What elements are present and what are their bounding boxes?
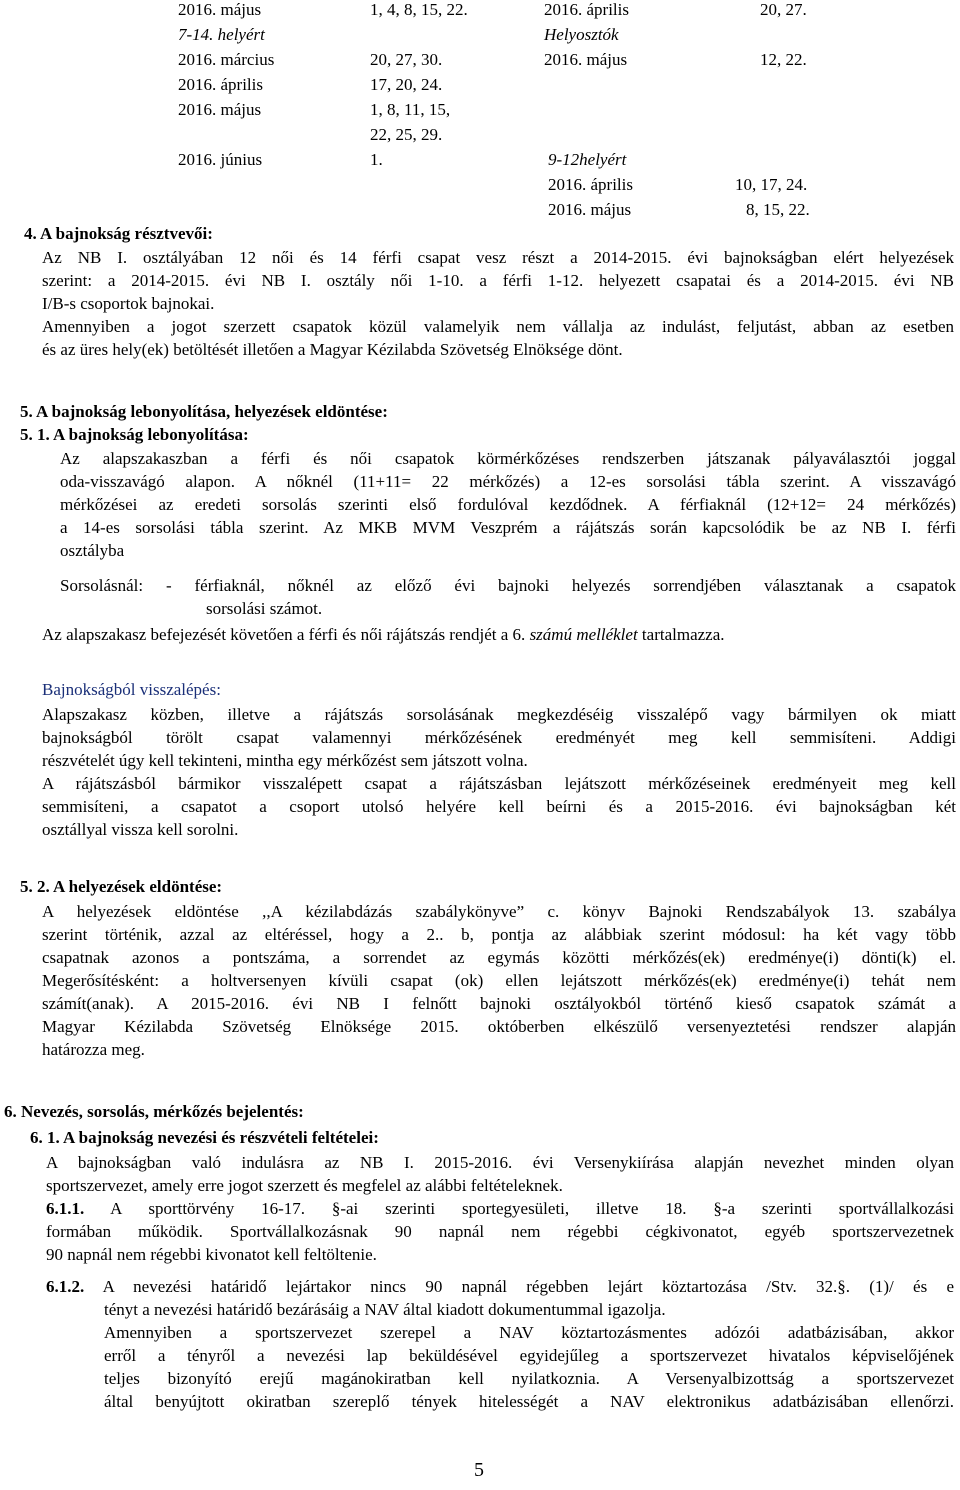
sched-left-date-1: 7-14. helyért xyxy=(178,25,265,44)
item-6-1-2-number: 6.1.2. xyxy=(46,1277,85,1296)
text-line: tényt a nevezési határidő bezárásáig a NAV által kiadott dokumentummal igazolja. xyxy=(104,1300,666,1319)
sched-right-date-4: 2016. április xyxy=(548,175,633,194)
text-line: osztályba xyxy=(60,541,125,560)
text-line: Amennyiben a jogot szerzett csapatok közül valamelyik nem vállalja az indulást, feljutást, abban az esetben xyxy=(42,317,954,336)
sched-left-date-4: 2016. május xyxy=(178,100,262,119)
section-5-2-body xyxy=(42,900,956,1061)
text-line: Amennyiben a sportszervezet szerepel a NAV köztartozásmentes adózói adatbázisában, akkor xyxy=(104,1323,954,1342)
section-5-1-heading: 5. 1. A bajnokság lebonyolítása: xyxy=(20,425,249,444)
text-line: a 14-es sorsolási tábla szerint. Az MKB MVM Veszprém a rájátszás során kapcsolódik be az NB I. férfi xyxy=(60,518,956,537)
item-6-1-2-text: A nevezési határidő lejártakor nincs 90 napnál régebben lejárt köztartozása /Stv. 32.§. (1)/ és e xyxy=(84,1277,954,1296)
text-line: határozza meg. xyxy=(42,1040,145,1059)
text-line: Az alapszakaszban a férfi és női csapatok körmérkőzéses rendszerben játszanak pályaválasztói joggal xyxy=(60,449,956,468)
item-6-1-1-number: 6.1.1. xyxy=(46,1199,85,1218)
alapszakasz-line xyxy=(42,625,725,645)
section-4-body xyxy=(42,246,954,361)
text-line xyxy=(46,1275,954,1298)
sched-left-days-3: 17, 20, 24. xyxy=(370,75,443,94)
text-line xyxy=(46,1197,954,1220)
section-6-heading: 6. Nevezés, sorsolás, mérkőzés bejelentés: xyxy=(4,1102,304,1121)
text-line: oda-visszavágó alapon. A nőknél (11+11= 22 mérkőzés) a 12-es sorsolási tábla szerint. A visszavágó xyxy=(60,472,956,491)
annex-reference: számú melléklet xyxy=(529,625,638,644)
text-line: Alapszakasz közben, illetve a rájátszás sorsolásának megkezdéséig visszalépő vagy bármilyen ok miatt xyxy=(42,705,956,724)
text-line: teljes bizonyító erejű magánokiratban kell nyilatkoznia. A Versenyalbizottság a sportszervezet xyxy=(104,1369,954,1388)
withdrawal-body xyxy=(42,703,956,841)
text-line: 90 napnál nem régebbi kivonatot kell feltöltenie. xyxy=(46,1245,377,1264)
item-6-1-1-text: A sporttörvény 16-17. §-ai szerinti sportegyesületi, illetve 18. §-a szerinti sportvállalkozási xyxy=(84,1199,954,1218)
text-line: I/B-s csoportok bajnokai. xyxy=(42,294,215,313)
sched-left-date-0: 2016. május xyxy=(178,0,262,19)
sched-right-days-2: 12, 22. xyxy=(760,50,807,69)
text-line: erről a tényről a nevezési lap beküldésével egyidejűleg a sportszervezet hivatalos képviselőjének xyxy=(104,1346,954,1365)
sched-left-days-4: 1, 8, 11, 15, xyxy=(370,100,451,119)
text-line: Magyar Kézilabda Szövetség Elnöksége 2015. októberben elkészülő versenyeztetési rendszer alapján xyxy=(42,1017,956,1036)
sched-left-days-6: 1. xyxy=(370,150,383,169)
sched-left-date-2: 2016. március xyxy=(178,50,275,69)
sched-right-days-0: 20, 27. xyxy=(760,0,807,19)
item-6-1-2-first xyxy=(46,1275,954,1298)
sched-right-date-0: 2016. április xyxy=(544,0,629,19)
section-5-2-heading: 5. 2. A helyezések eldöntése: xyxy=(20,877,223,896)
text-line: Megerősítésként: a holtversenyen kívüli csapat (ok) ellen lejátszott mérkőzés(ek) eredménye(i) tehát nem xyxy=(42,971,956,990)
sched-left-date-3: 2016. április xyxy=(178,75,263,94)
sched-left-days-2: 20, 27, 30. xyxy=(370,50,443,69)
withdrawal-heading: Bajnokságból visszalépés: xyxy=(42,680,221,699)
item-6-1-1 xyxy=(46,1197,954,1266)
section-5-heading: 5. A bajnokság lebonyolítása, helyezések eldöntése: xyxy=(20,402,388,421)
text-line: formában működik. Sportvállalkozásnak 90 napnál nem régebbi cégkivonatot, egyéb sportszervezetnek xyxy=(46,1222,954,1241)
text-line: által benyújtott okiratban szereplő tények hitelességét a NAV elektronikus adatbázisában ellenőrzi. xyxy=(104,1392,954,1411)
text-line: szerint történik, azzal az eltéréssel, hogy a 2.. b, pontja az alábbiak szerint módosul: ha két vagy több xyxy=(42,925,956,944)
text-line: osztállyal vissza kell sorolni. xyxy=(42,820,239,839)
section-5-1-body xyxy=(60,447,956,562)
sched-left-date-6: 2016. június xyxy=(178,150,263,169)
text-line: Az NB I. osztályában 12 női és 14 férfi csapat vesz részt a 2014-2015. évi bajnokságban elért helyezések xyxy=(42,248,954,267)
section-6-1-body xyxy=(46,1151,954,1197)
text-line: sportszervezet, amely erre jogot szerzett és megfelel az alábbi feltételeknek. xyxy=(46,1176,563,1195)
text-line: mérkőzései az eredeti sorsolás szerinti első fordulóval kezdődnek. A férfiaknál (12+12= 24 mérkőzés) xyxy=(60,495,956,514)
alapszakasz-text: Az alapszakasz befejezését követően a férfi és női rájátszás rendjét a 6. xyxy=(42,625,526,644)
text-line: számít(anak). A 2015-2016. évi NB I felnőtt bajnoki osztályokból történő kieső csapatok számát a xyxy=(42,994,956,1013)
text-line: semmisíteni, a csapatot a csoport utolsó helyére kell beírni és a 2015-2016. évi bajnokságban két xyxy=(42,797,956,816)
text-line: A helyezések eldöntése ,,A kézilabdázás szabálykönyve” c. könyv Bajnoki Rendszabályok 13. szabálya xyxy=(42,902,956,921)
text-line: bajnokságból törölt csapat valamennyi mérkőzésének eredményét meg kell semmisíteni. Addigi xyxy=(42,728,956,747)
sched-left-days-0: 1, 4, 8, 15, 22. xyxy=(370,0,468,19)
sorsolas-line-1: Sorsolásnál: - férfiaknál, nőknél az előző évi bajnoki helyezés sorrendjében választanak a csapatok xyxy=(60,576,956,595)
text-line: csapatnak azonos a pontszáma, a sorrendet az egymás közötti mérkőzés(ek) eredménye(i) dönti(k) el. xyxy=(42,948,956,967)
section-6-1-heading: 6. 1. A bajnokság nevezési és részvételi feltételei: xyxy=(30,1128,379,1147)
sched-right-date-3: 9-12helyért xyxy=(548,150,627,169)
text-line: A rájátszásból bármikor visszalépett csapat a rájátszásban lejátszott mérkőzéseinek eredményeit meg kell xyxy=(42,774,956,793)
text-line: és az üres hely(ek) betöltését illetően a Magyar Kézilabda Szövetség Elnöksége dönt. xyxy=(42,340,623,359)
section-4-heading: 4. A bajnokság résztvevői: xyxy=(24,224,213,243)
sched-right-date-1: Helyosztók xyxy=(544,25,619,44)
sorsolas-line-2: sorsolási számot. xyxy=(206,599,323,618)
alapszakasz-end: tartalmazza. xyxy=(641,625,725,644)
sched-right-days-4: 10, 17, 24. xyxy=(735,175,808,194)
sched-right-date-5: 2016. május xyxy=(548,200,632,219)
sched-right-date-2: 2016. május xyxy=(544,50,628,69)
text-line: szerint: a 2014-2015. évi NB I. osztály női 1-10. a férfi 1-12. helyezett csapatai és a 2014-2015. évi NB xyxy=(42,271,954,290)
text-line: részvételét úgy kell tekinteni, mintha egy mérkőzést sem játszott volna. xyxy=(42,751,528,770)
sched-left-days-5: 22, 25, 29. xyxy=(370,125,443,144)
text-line: A bajnokságban való indulásra az NB I. 2015-2016. évi Versenykiírása alapján nevezhet minden olyan xyxy=(46,1153,954,1172)
sched-right-days-5: 8, 15, 22. xyxy=(746,200,810,219)
item-6-1-2-body xyxy=(104,1298,954,1413)
page-number: 5 xyxy=(474,1459,484,1481)
